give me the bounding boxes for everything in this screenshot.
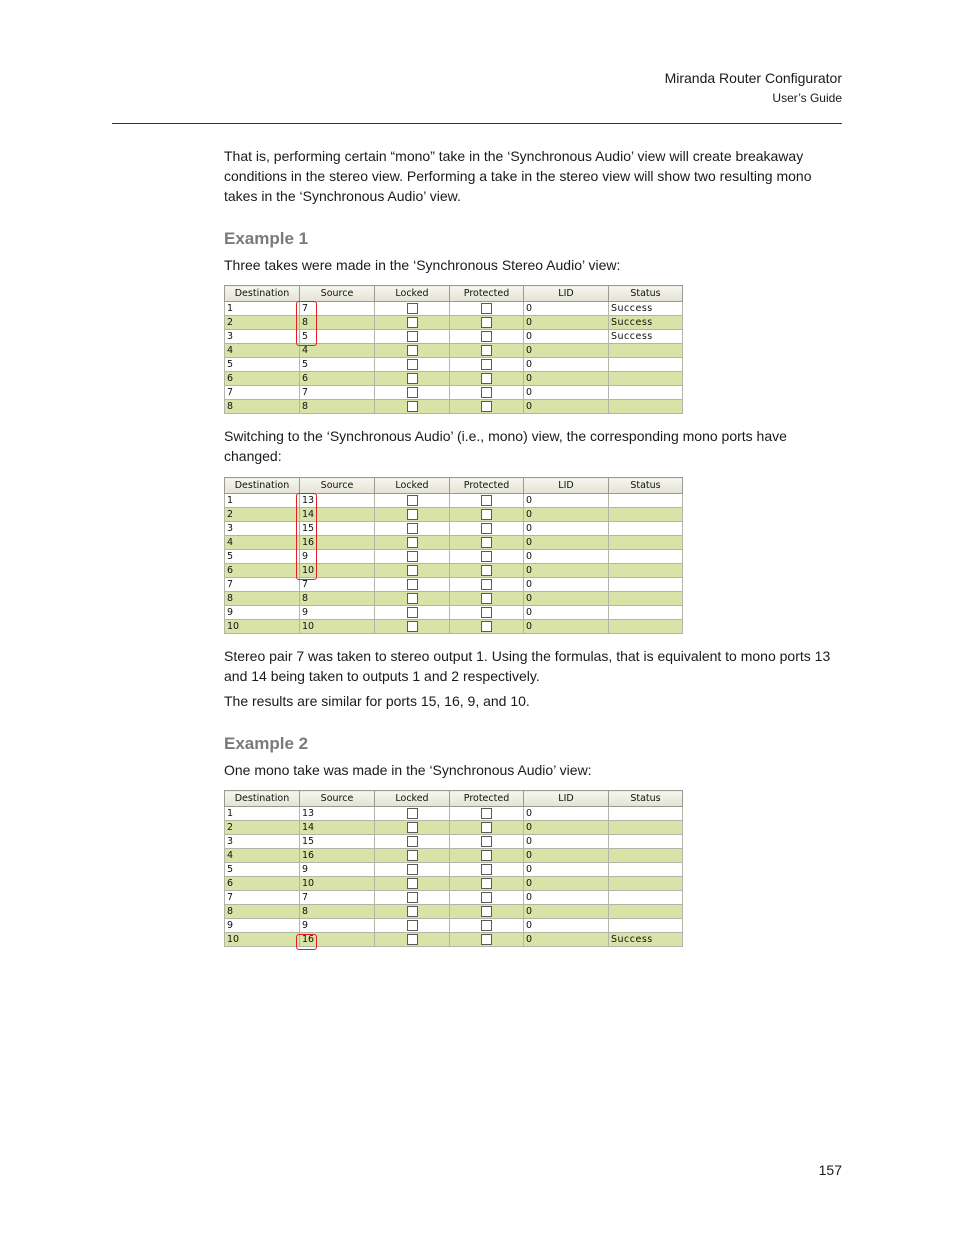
destination-cell[interactable]: 3 <box>225 522 300 536</box>
destination-cell[interactable]: 8 <box>225 905 300 919</box>
locked-checkbox[interactable] <box>407 934 418 945</box>
destination-cell[interactable]: 8 <box>225 400 300 414</box>
source-cell[interactable]: 8 <box>300 905 375 919</box>
locked-checkbox[interactable] <box>407 345 418 356</box>
locked-cell[interactable] <box>375 358 450 372</box>
locked-checkbox[interactable] <box>407 621 418 632</box>
table-row[interactable] <box>225 849 683 863</box>
lid-cell[interactable]: 0 <box>524 891 609 905</box>
lid-cell[interactable]: 0 <box>524 536 609 550</box>
column-header-destination[interactable]: Destination <box>225 791 300 807</box>
protected-cell[interactable] <box>450 835 524 849</box>
source-cell[interactable]: 7 <box>300 891 375 905</box>
status-cell[interactable] <box>609 578 683 592</box>
page-number: 157 <box>818 1162 842 1178</box>
lid-cell[interactable]: 0 <box>524 592 609 606</box>
lid-cell[interactable]: 0 <box>524 358 609 372</box>
locked-cell[interactable] <box>375 821 450 835</box>
column-header-protected[interactable]: Protected <box>450 478 524 494</box>
source-cell[interactable]: 13 <box>300 494 375 508</box>
locked-checkbox[interactable] <box>407 509 418 520</box>
mono-take-table <box>224 790 682 947</box>
table-row[interactable] <box>225 606 683 620</box>
locked-cell[interactable] <box>375 905 450 919</box>
column-header-lid[interactable]: LID <box>524 286 609 302</box>
column-header-source[interactable]: Source <box>300 286 375 302</box>
router-grid <box>224 477 683 634</box>
status-cell[interactable] <box>609 564 683 578</box>
source-cell[interactable]: 14 <box>300 508 375 522</box>
protected-checkbox[interactable] <box>481 359 492 370</box>
status-cell[interactable] <box>609 386 683 400</box>
status-cell[interactable] <box>609 919 683 933</box>
destination-cell[interactable]: 3 <box>225 835 300 849</box>
protected-cell[interactable] <box>450 905 524 919</box>
example-1-heading: Example 1 <box>224 229 309 248</box>
locked-checkbox[interactable] <box>407 373 418 384</box>
protected-cell[interactable] <box>450 508 524 522</box>
destination-cell[interactable]: 5 <box>225 358 300 372</box>
protected-checkbox[interactable] <box>481 509 492 520</box>
locked-cell[interactable] <box>375 592 450 606</box>
column-header-protected[interactable]: Protected <box>450 791 524 807</box>
status-cell[interactable] <box>609 807 683 821</box>
locked-cell[interactable] <box>375 564 450 578</box>
example-1-note: The results are similar for ports 15, 16, 9, and 10. <box>224 693 530 709</box>
locked-checkbox[interactable] <box>407 892 418 903</box>
source-cell[interactable]: 7 <box>300 302 375 316</box>
example-1-between-paragraph: Switching to the ‘Synchronous Audio’ (i.e., mono) view, the corresponding mono ports have changed: <box>224 428 787 464</box>
status-cell[interactable]: Success <box>609 316 683 330</box>
protected-cell[interactable] <box>450 494 524 508</box>
destination-cell[interactable]: 7 <box>225 578 300 592</box>
locked-checkbox[interactable] <box>407 303 418 314</box>
lid-cell[interactable]: 0 <box>524 606 609 620</box>
protected-checkbox[interactable] <box>481 836 492 847</box>
protected-checkbox[interactable] <box>481 934 492 945</box>
protected-checkbox[interactable] <box>481 317 492 328</box>
protected-cell[interactable] <box>450 606 524 620</box>
column-header-locked[interactable]: Locked <box>375 286 450 302</box>
locked-cell[interactable] <box>375 919 450 933</box>
source-cell[interactable]: 15 <box>300 522 375 536</box>
source-cell[interactable]: 10 <box>300 620 375 634</box>
source-cell[interactable]: 9 <box>300 550 375 564</box>
protected-checkbox[interactable] <box>481 537 492 548</box>
column-header-source[interactable]: Source <box>300 478 375 494</box>
router-grid <box>224 285 683 414</box>
locked-cell[interactable] <box>375 933 450 947</box>
table-row[interactable] <box>225 905 683 919</box>
locked-cell[interactable] <box>375 494 450 508</box>
protected-checkbox[interactable] <box>481 565 492 576</box>
protected-cell[interactable] <box>450 863 524 877</box>
protected-checkbox[interactable] <box>481 523 492 534</box>
locked-checkbox[interactable] <box>407 387 418 398</box>
table-row[interactable] <box>225 344 683 358</box>
destination-cell[interactable]: 4 <box>225 536 300 550</box>
locked-checkbox[interactable] <box>407 359 418 370</box>
source-cell[interactable]: 7 <box>300 386 375 400</box>
table-row[interactable] <box>225 358 683 372</box>
destination-cell[interactable]: 7 <box>225 386 300 400</box>
column-header-destination[interactable]: Destination <box>225 478 300 494</box>
protected-checkbox[interactable] <box>481 892 492 903</box>
lid-cell[interactable]: 0 <box>524 849 609 863</box>
header-row <box>225 478 683 494</box>
locked-checkbox[interactable] <box>407 523 418 534</box>
protected-checkbox[interactable] <box>481 607 492 618</box>
locked-checkbox[interactable] <box>407 808 418 819</box>
protected-checkbox[interactable] <box>481 621 492 632</box>
column-header-lid[interactable]: LID <box>524 791 609 807</box>
table-row[interactable] <box>225 330 683 344</box>
protected-checkbox[interactable] <box>481 920 492 931</box>
lid-cell[interactable]: 0 <box>524 877 609 891</box>
destination-cell[interactable]: 10 <box>225 620 300 634</box>
locked-cell[interactable] <box>375 316 450 330</box>
lid-cell[interactable]: 0 <box>524 508 609 522</box>
protected-checkbox[interactable] <box>481 878 492 889</box>
protected-cell[interactable] <box>450 344 524 358</box>
table-row[interactable] <box>225 578 683 592</box>
protected-checkbox[interactable] <box>481 303 492 314</box>
table-row[interactable] <box>225 891 683 905</box>
protected-cell[interactable] <box>450 849 524 863</box>
destination-cell[interactable]: 7 <box>225 891 300 905</box>
locked-checkbox[interactable] <box>407 565 418 576</box>
source-cell[interactable]: 9 <box>300 863 375 877</box>
locked-checkbox[interactable] <box>407 906 418 917</box>
lid-cell[interactable]: 0 <box>524 550 609 564</box>
table-row[interactable] <box>225 522 683 536</box>
source-cell[interactable]: 8 <box>300 400 375 414</box>
locked-cell[interactable] <box>375 807 450 821</box>
example-1-caption: Three takes were made in the ‘Synchronous Stereo Audio’ view: <box>224 257 621 273</box>
document-title: Miranda Router Configurator <box>664 70 842 86</box>
protected-cell[interactable] <box>450 330 524 344</box>
protected-checkbox[interactable] <box>481 331 492 342</box>
table-row[interactable] <box>225 863 683 877</box>
lid-cell[interactable]: 0 <box>524 821 609 835</box>
protected-checkbox[interactable] <box>481 551 492 562</box>
header-row <box>225 286 683 302</box>
destination-cell[interactable]: 2 <box>225 316 300 330</box>
status-cell[interactable] <box>609 905 683 919</box>
stereo-take-table <box>224 285 682 414</box>
protected-checkbox[interactable] <box>481 850 492 861</box>
example-2-caption: One mono take was made in the ‘Synchronous Audio’ view: <box>224 762 592 778</box>
protected-cell[interactable] <box>450 302 524 316</box>
locked-checkbox[interactable] <box>407 607 418 618</box>
table-row[interactable] <box>225 877 683 891</box>
destination-cell[interactable]: 6 <box>225 372 300 386</box>
protected-cell[interactable] <box>450 522 524 536</box>
status-cell[interactable] <box>609 863 683 877</box>
destination-cell[interactable]: 1 <box>225 494 300 508</box>
source-cell[interactable]: 7 <box>300 578 375 592</box>
status-cell[interactable] <box>609 620 683 634</box>
table-row[interactable] <box>225 386 683 400</box>
column-header-status[interactable]: Status <box>609 478 683 494</box>
lid-cell[interactable]: 0 <box>524 564 609 578</box>
locked-cell[interactable] <box>375 550 450 564</box>
protected-checkbox[interactable] <box>481 822 492 833</box>
status-cell[interactable] <box>609 508 683 522</box>
protected-cell[interactable] <box>450 891 524 905</box>
table-row[interactable] <box>225 821 683 835</box>
lid-cell[interactable]: 0 <box>524 620 609 634</box>
table-row[interactable] <box>225 620 683 634</box>
status-cell[interactable] <box>609 849 683 863</box>
destination-cell[interactable]: 4 <box>225 344 300 358</box>
locked-checkbox[interactable] <box>407 864 418 875</box>
status-cell[interactable] <box>609 494 683 508</box>
source-cell[interactable]: 10 <box>300 877 375 891</box>
lid-cell[interactable]: 0 <box>524 835 609 849</box>
lid-cell[interactable]: 0 <box>524 578 609 592</box>
source-cell[interactable]: 13 <box>300 807 375 821</box>
locked-checkbox[interactable] <box>407 836 418 847</box>
destination-cell[interactable]: 9 <box>225 919 300 933</box>
locked-cell[interactable] <box>375 372 450 386</box>
protected-cell[interactable] <box>450 620 524 634</box>
column-header-status[interactable]: Status <box>609 286 683 302</box>
lid-cell[interactable]: 0 <box>524 302 609 316</box>
table-row[interactable] <box>225 494 683 508</box>
destination-cell[interactable]: 2 <box>225 821 300 835</box>
protected-cell[interactable] <box>450 919 524 933</box>
protected-cell[interactable] <box>450 807 524 821</box>
locked-cell[interactable] <box>375 891 450 905</box>
source-cell[interactable]: 15 <box>300 835 375 849</box>
destination-cell[interactable]: 8 <box>225 592 300 606</box>
protected-cell[interactable] <box>450 400 524 414</box>
locked-cell[interactable] <box>375 835 450 849</box>
lid-cell[interactable]: 0 <box>524 494 609 508</box>
locked-checkbox[interactable] <box>407 551 418 562</box>
table-row[interactable] <box>225 550 683 564</box>
source-cell[interactable]: 5 <box>300 330 375 344</box>
destination-cell[interactable]: 3 <box>225 330 300 344</box>
lid-cell[interactable]: 0 <box>524 316 609 330</box>
status-cell[interactable] <box>609 835 683 849</box>
locked-cell[interactable] <box>375 863 450 877</box>
destination-cell[interactable]: 5 <box>225 550 300 564</box>
locked-cell[interactable] <box>375 606 450 620</box>
protected-cell[interactable] <box>450 578 524 592</box>
protected-checkbox[interactable] <box>481 495 492 506</box>
source-cell[interactable]: 9 <box>300 919 375 933</box>
locked-checkbox[interactable] <box>407 401 418 412</box>
locked-cell[interactable] <box>375 536 450 550</box>
locked-checkbox[interactable] <box>407 920 418 931</box>
lid-cell[interactable]: 0 <box>524 905 609 919</box>
locked-cell[interactable] <box>375 302 450 316</box>
status-cell[interactable] <box>609 344 683 358</box>
header-divider <box>112 123 842 124</box>
lid-cell[interactable]: 0 <box>524 330 609 344</box>
table-row[interactable] <box>225 933 683 947</box>
table-row[interactable] <box>225 835 683 849</box>
intro-paragraph: That is, performing certain “mono” take in the ‘Synchronous Audio’ view will create breakaway conditions in the stereo view. Performing a take in the stereo view will show two resulting mono takes in the ‘Synchronous Audio’ view. <box>224 148 812 204</box>
protected-cell[interactable] <box>450 358 524 372</box>
source-cell[interactable]: 6 <box>300 372 375 386</box>
table-row[interactable] <box>225 564 683 578</box>
protected-cell[interactable] <box>450 564 524 578</box>
locked-checkbox[interactable] <box>407 495 418 506</box>
locked-checkbox[interactable] <box>407 331 418 342</box>
lid-cell[interactable]: 0 <box>524 919 609 933</box>
locked-cell[interactable] <box>375 400 450 414</box>
table-row[interactable] <box>225 316 683 330</box>
source-cell[interactable]: 9 <box>300 606 375 620</box>
table-row[interactable] <box>225 807 683 821</box>
locked-checkbox[interactable] <box>407 593 418 604</box>
table-row[interactable] <box>225 400 683 414</box>
locked-cell[interactable] <box>375 849 450 863</box>
protected-checkbox[interactable] <box>481 593 492 604</box>
column-header-locked[interactable]: Locked <box>375 478 450 494</box>
lid-cell[interactable]: 0 <box>524 933 609 947</box>
protected-checkbox[interactable] <box>481 345 492 356</box>
table-row[interactable] <box>225 372 683 386</box>
locked-checkbox[interactable] <box>407 822 418 833</box>
status-cell[interactable] <box>609 372 683 386</box>
protected-cell[interactable] <box>450 933 524 947</box>
destination-cell[interactable]: 4 <box>225 849 300 863</box>
lid-cell[interactable]: 0 <box>524 372 609 386</box>
protected-checkbox[interactable] <box>481 579 492 590</box>
column-header-locked[interactable]: Locked <box>375 791 450 807</box>
protected-checkbox[interactable] <box>481 864 492 875</box>
router-grid <box>224 790 683 947</box>
destination-cell[interactable]: 5 <box>225 863 300 877</box>
mono-ports-table <box>224 477 682 634</box>
locked-cell[interactable] <box>375 386 450 400</box>
table-row[interactable] <box>225 592 683 606</box>
protected-checkbox[interactable] <box>481 373 492 384</box>
locked-checkbox[interactable] <box>407 317 418 328</box>
protected-checkbox[interactable] <box>481 906 492 917</box>
protected-checkbox[interactable] <box>481 387 492 398</box>
locked-checkbox[interactable] <box>407 878 418 889</box>
status-cell[interactable]: Success <box>609 330 683 344</box>
protected-cell[interactable] <box>450 877 524 891</box>
table-row[interactable] <box>225 508 683 522</box>
protected-cell[interactable] <box>450 592 524 606</box>
source-cell[interactable]: 16 <box>300 849 375 863</box>
locked-checkbox[interactable] <box>407 579 418 590</box>
locked-cell[interactable] <box>375 620 450 634</box>
protected-cell[interactable] <box>450 372 524 386</box>
column-header-lid[interactable]: LID <box>524 478 609 494</box>
lid-cell[interactable]: 0 <box>524 344 609 358</box>
status-cell[interactable]: Success <box>609 933 683 947</box>
source-cell[interactable]: 16 <box>300 933 375 947</box>
table-row[interactable] <box>225 919 683 933</box>
locked-cell[interactable] <box>375 522 450 536</box>
destination-cell[interactable]: 2 <box>225 508 300 522</box>
example-1-explanation: Stereo pair 7 was taken to stereo output 1. Using the formulas, that is equivalent to mono ports 13 and 14 being taken to outputs 1 and 2 respectively. <box>224 648 831 684</box>
locked-cell[interactable] <box>375 578 450 592</box>
status-cell[interactable] <box>609 821 683 835</box>
status-cell[interactable] <box>609 400 683 414</box>
locked-cell[interactable] <box>375 330 450 344</box>
lid-cell[interactable]: 0 <box>524 807 609 821</box>
locked-cell[interactable] <box>375 508 450 522</box>
example-2-heading: Example 2 <box>224 734 309 753</box>
destination-cell[interactable]: 6 <box>225 877 300 891</box>
column-header-protected[interactable]: Protected <box>450 286 524 302</box>
column-header-source[interactable]: Source <box>300 791 375 807</box>
status-cell[interactable]: Success <box>609 302 683 316</box>
destination-cell[interactable]: 1 <box>225 302 300 316</box>
status-cell[interactable] <box>609 550 683 564</box>
status-cell[interactable] <box>609 522 683 536</box>
destination-cell[interactable]: 6 <box>225 564 300 578</box>
header-row <box>225 791 683 807</box>
table-row[interactable] <box>225 302 683 316</box>
source-cell[interactable]: 14 <box>300 821 375 835</box>
table-row[interactable] <box>225 536 683 550</box>
destination-cell[interactable]: 9 <box>225 606 300 620</box>
destination-cell[interactable]: 1 <box>225 807 300 821</box>
source-cell[interactable]: 4 <box>300 344 375 358</box>
locked-cell[interactable] <box>375 877 450 891</box>
document-subtitle: User’s Guide <box>772 91 842 105</box>
status-cell[interactable] <box>609 592 683 606</box>
status-cell[interactable] <box>609 877 683 891</box>
lid-cell[interactable]: 0 <box>524 386 609 400</box>
source-cell[interactable]: 8 <box>300 316 375 330</box>
locked-checkbox[interactable] <box>407 850 418 861</box>
status-cell[interactable] <box>609 606 683 620</box>
source-cell[interactable]: 5 <box>300 358 375 372</box>
lid-cell[interactable]: 0 <box>524 522 609 536</box>
protected-checkbox[interactable] <box>481 401 492 412</box>
status-cell[interactable] <box>609 358 683 372</box>
protected-cell[interactable] <box>450 536 524 550</box>
lid-cell[interactable]: 0 <box>524 400 609 414</box>
protected-cell[interactable] <box>450 550 524 564</box>
protected-cell[interactable] <box>450 821 524 835</box>
protected-cell[interactable] <box>450 316 524 330</box>
protected-checkbox[interactable] <box>481 808 492 819</box>
source-cell[interactable]: 16 <box>300 536 375 550</box>
locked-checkbox[interactable] <box>407 537 418 548</box>
column-header-status[interactable]: Status <box>609 791 683 807</box>
lid-cell[interactable]: 0 <box>524 863 609 877</box>
locked-cell[interactable] <box>375 344 450 358</box>
status-cell[interactable] <box>609 536 683 550</box>
protected-cell[interactable] <box>450 386 524 400</box>
source-cell[interactable]: 8 <box>300 592 375 606</box>
destination-cell[interactable]: 10 <box>225 933 300 947</box>
column-header-destination[interactable]: Destination <box>225 286 300 302</box>
status-cell[interactable] <box>609 891 683 905</box>
source-cell[interactable]: 10 <box>300 564 375 578</box>
